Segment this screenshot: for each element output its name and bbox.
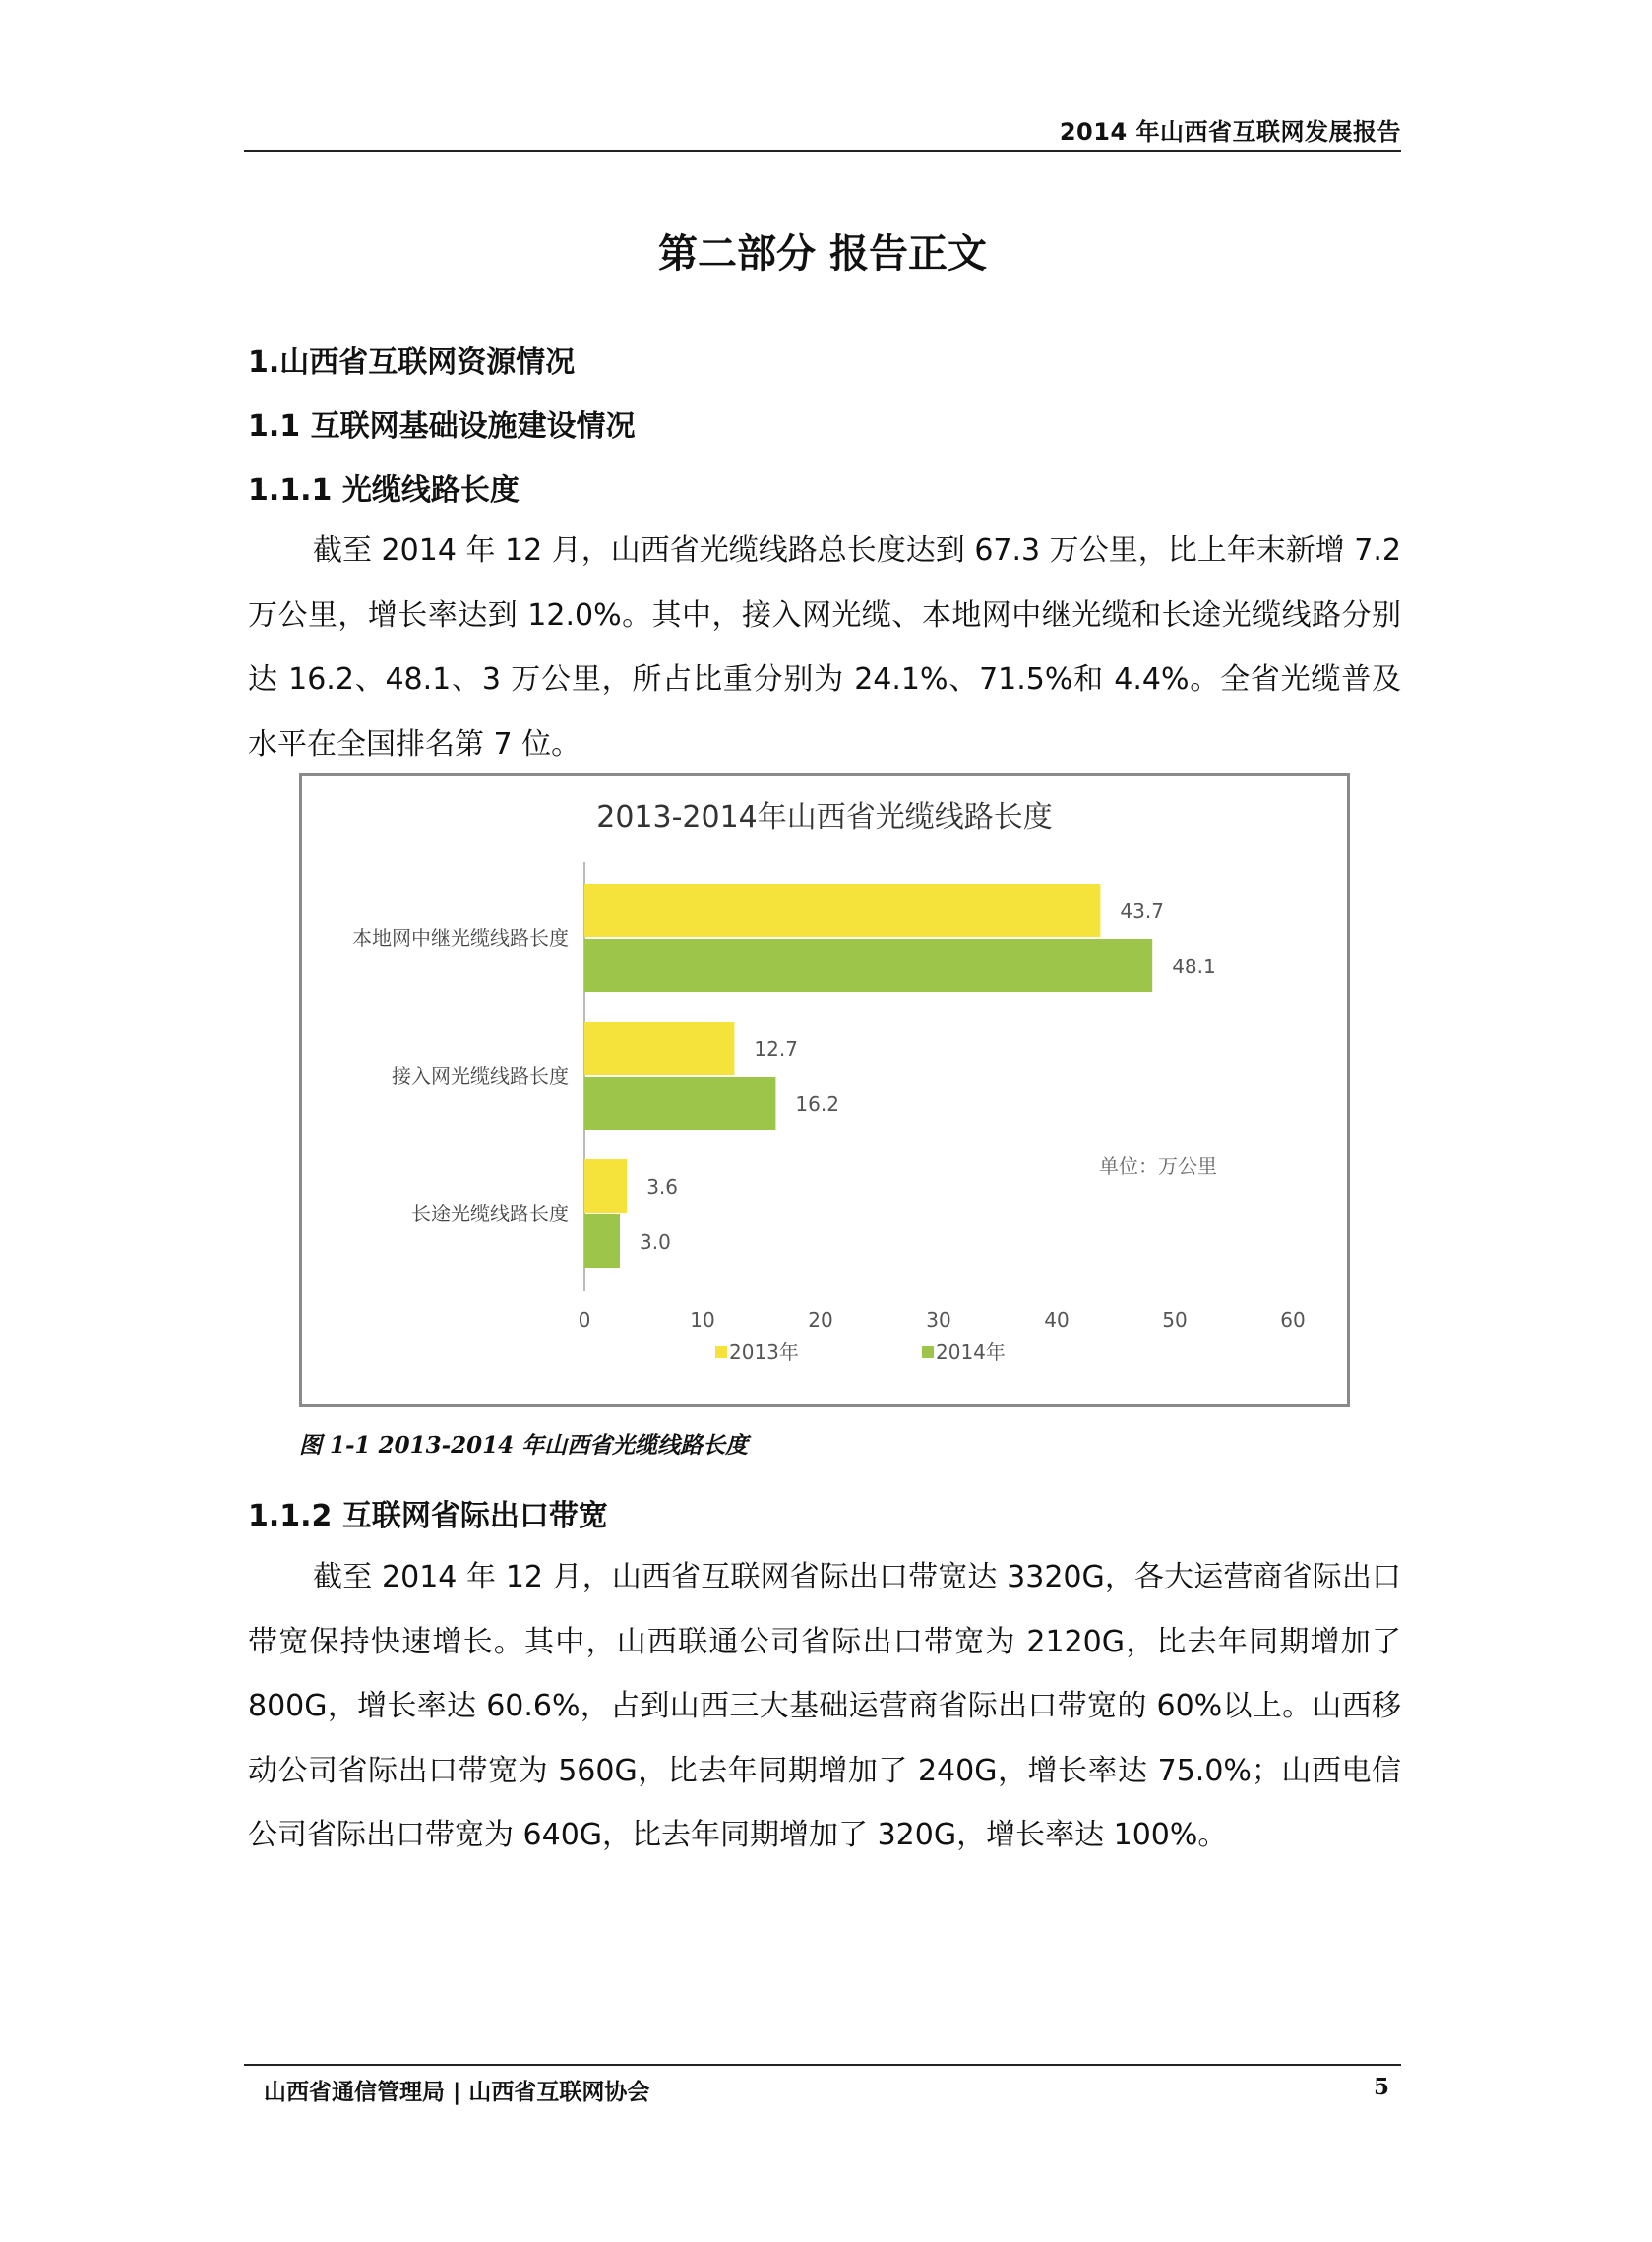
figure-caption: 图 1-1 2013-2014 年山西省光缆线路长度 [299,1432,749,1459]
x-tick-label-3: 30 [926,1308,951,1332]
chart-title: 2013-2014年山西省光缆线路长度 [596,800,1053,835]
data-label-2014-2: 3.0 [640,1230,671,1254]
bar-2014-1 [584,1077,775,1130]
bar-chart [299,773,1350,1407]
x-tick-label-4: 40 [1044,1308,1070,1332]
heading-1-1-2: 1.1.2 互联网省际出口带宽 [248,1499,608,1533]
unit-annotation: 单位：万公里 [1099,1154,1217,1178]
page-number: 5 [1374,2074,1390,2100]
header-title: 2014 年山西省互联网发展报告 [1059,118,1401,146]
legend-swatch-2014 [922,1346,934,1358]
data-label-2013-2: 3.6 [646,1175,679,1199]
legend-label-2013: 2013年 [729,1340,799,1364]
footer-organizations: 山西省通信管理局 | 山西省互联网协会 [264,2080,650,2105]
paragraph-bandwidth-text: 截至 2014 年 12 月，山西省互联网省际出口带宽达 3320G，各大运营商省际出口带宽保持快速增长。其中，山西联通公司省际出口带宽为 2120G，比去年同期增加了 800G，增长率达 60.6%，占到山西三大基础运营商省际出口带宽的 60%以上。山西移动公司省际出口带宽为 560G，比去年同期增加了 240G，增长率达 75.0%；山西电信公司省际出口带宽为 640G，比去年同期增加了 320G，增长率达 100%。 [248,1560,1401,1852]
bar-2014-2 [584,1214,620,1268]
category-label-0: 本地网中继光缆线路长度 [352,926,569,950]
x-tick-label-1: 10 [690,1308,715,1332]
category-label-1: 接入网光缆线路长度 [392,1064,569,1088]
section-title: 第二部分 报告正文 [658,231,987,277]
bar-2013-0 [584,884,1100,937]
legend-label-2014: 2014年 [936,1340,1006,1364]
data-label-2014-0: 48.1 [1172,955,1216,978]
data-label-2014-1: 16.2 [795,1092,839,1116]
bar-chart-svg [302,776,1347,1404]
bar-2013-2 [584,1159,627,1213]
page-header [244,106,1401,152]
data-label-2013-1: 12.7 [754,1037,798,1061]
paragraph-fiber [248,519,1401,777]
data-label-2013-0: 43.7 [1120,900,1164,923]
heading-1-1: 1.1 互联网基础设施建设情况 [248,409,636,444]
legend-swatch-2013 [715,1346,727,1358]
heading-1: 1.山西省互联网资源情况 [248,345,576,380]
x-tick-label-2: 20 [808,1308,833,1332]
category-label-2: 长途光缆线路长度 [411,1202,569,1225]
bar-2014-0 [584,939,1152,992]
x-tick-label-0: 0 [578,1308,591,1332]
paragraph-fiber-text: 截至 2014 年 12 月，山西省光缆线路总长度达到 67.3 万公里，比上年末新增 7.2 万公里，增长率达到 12.0%。其中，接入网光缆、本地网中继光缆和长途光缆线路分别达 16.2、48.1、3 万公里，所占比重分别为 24.1%、71.5%和 4.4%。全省光缆普及水平在全国排名第 7 位。 [248,533,1401,762]
bar-2013-1 [584,1022,734,1075]
footer-rule [244,2064,1401,2066]
heading-1-1-1: 1.1.1 光缆线路长度 [248,473,520,508]
x-tick-label-5: 50 [1162,1308,1188,1332]
paragraph-bandwidth [248,1545,1401,1868]
x-tick-label-6: 60 [1280,1308,1306,1332]
